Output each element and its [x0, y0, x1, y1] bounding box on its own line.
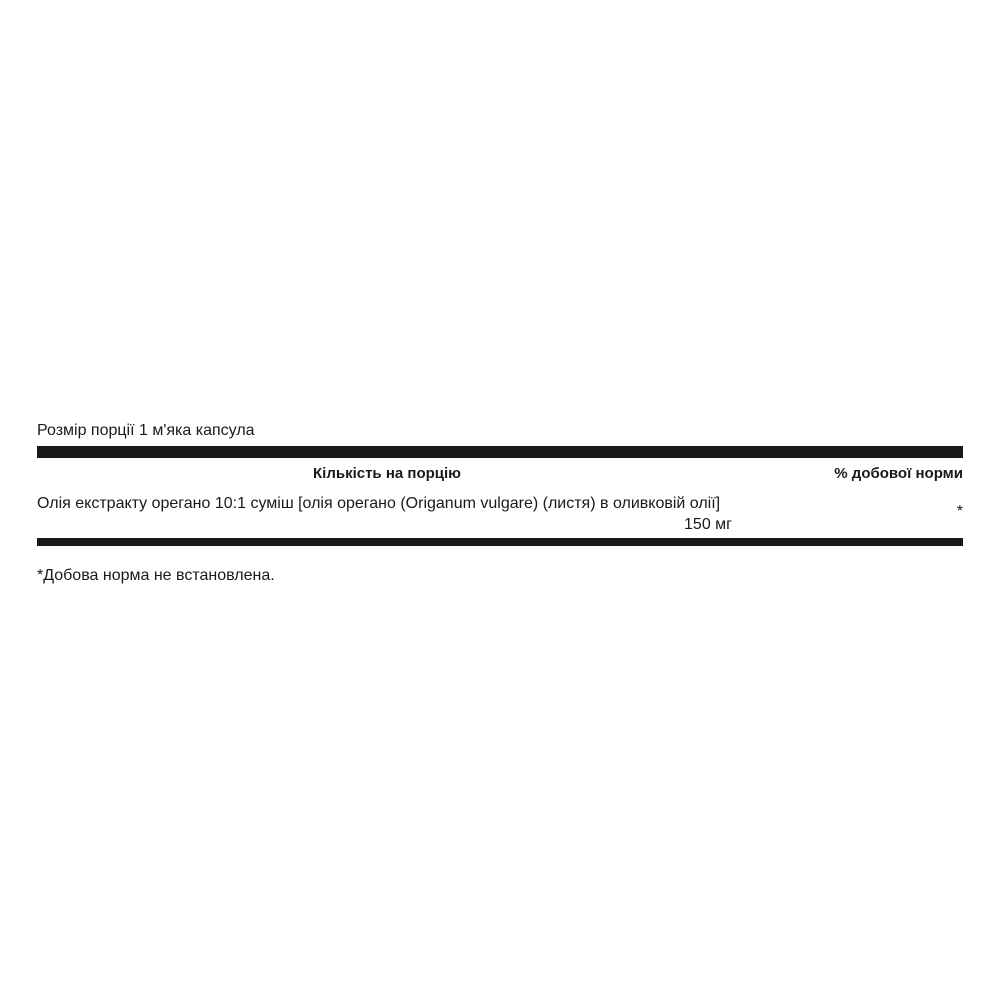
ingredient-daily-value: *	[956, 503, 963, 520]
serving-size: Розмір порції 1 м'яка капсула	[37, 422, 255, 439]
ingredient-name: Олія екстракту орегано 10:1 суміш [олія орегано (Origanum vulgare) (листя) в оливковій олії]	[37, 495, 721, 512]
footnote: *Добова норма не встановлена.	[37, 567, 275, 584]
bottom-divider	[37, 538, 963, 546]
top-divider	[37, 446, 963, 458]
daily-value-header: % добової норми	[834, 465, 963, 482]
ingredient-amount: 150 мг	[684, 516, 732, 533]
amount-per-serving-header: Кількість на порцію	[313, 465, 461, 482]
